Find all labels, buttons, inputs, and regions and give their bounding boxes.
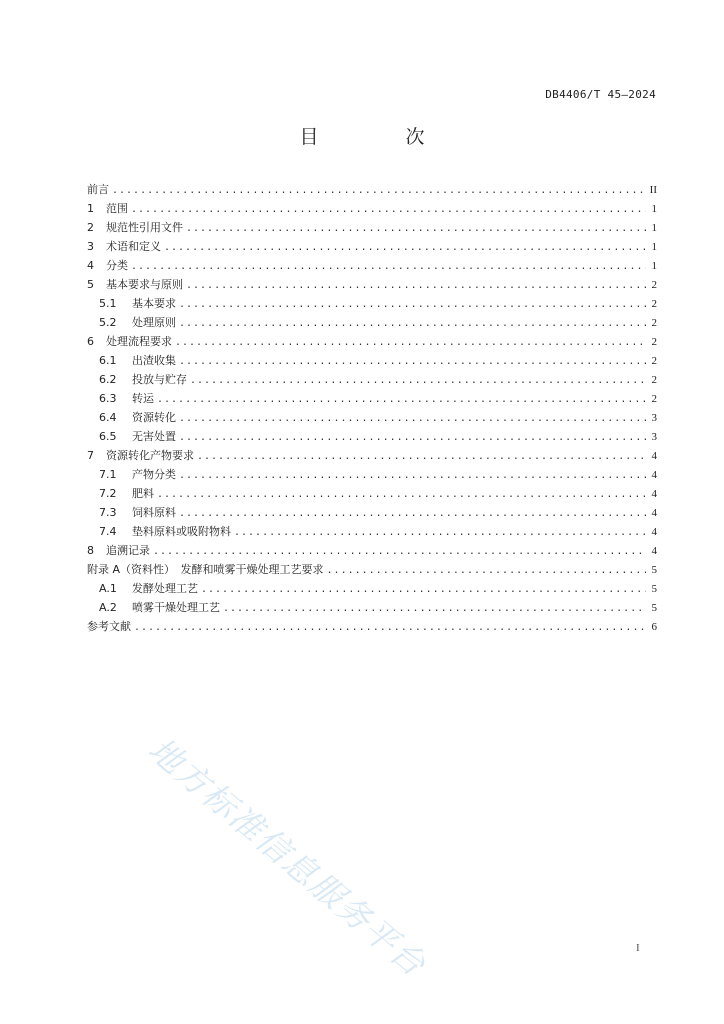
toc-entry-page: 4 xyxy=(651,545,657,557)
toc-entry-label: 规范性引用文件 xyxy=(106,221,183,234)
dot-leader xyxy=(164,238,646,257)
toc-entry-page: 2 xyxy=(651,279,657,291)
toc-entry-page: 5 xyxy=(651,602,657,614)
toc-entry[interactable] xyxy=(87,484,657,503)
dot-leader xyxy=(234,523,646,542)
dot-leader xyxy=(201,580,646,599)
toc-entry-label: 产物分类 xyxy=(132,468,176,481)
toc-entry-label: 垫料原料或吸附物料 xyxy=(132,525,231,538)
toc-entry-number: 7.3 xyxy=(99,506,117,519)
toc-entry-page: 1 xyxy=(651,203,657,215)
toc-entry-number: A.1 xyxy=(99,582,117,595)
toc-entry-label: 喷雾干燥处理工艺 xyxy=(132,601,220,614)
toc-entry[interactable] xyxy=(87,522,657,541)
toc-entry[interactable] xyxy=(87,427,657,446)
toc-entry-label: 追溯记录 xyxy=(106,544,150,557)
toc-entry[interactable] xyxy=(87,370,657,389)
toc-entry-number: 5.1 xyxy=(99,297,117,310)
toc-entry-number: 6.3 xyxy=(99,392,117,405)
toc-entry-page: 2 xyxy=(651,336,657,348)
toc-entry[interactable] xyxy=(87,389,657,408)
toc-entry-number: 6.2 xyxy=(99,373,117,386)
dot-leader xyxy=(153,542,646,561)
toc-entry-label: 基本要求 xyxy=(132,297,176,310)
dot-leader xyxy=(134,618,646,637)
dot-leader xyxy=(179,504,646,523)
page-number: I xyxy=(636,942,640,954)
toc-entry-number: 7.2 xyxy=(99,487,117,500)
toc-entry-number: 7.1 xyxy=(99,468,117,481)
toc-entry-page: 3 xyxy=(651,431,657,443)
toc-entry[interactable] xyxy=(87,180,657,199)
dot-leader xyxy=(179,352,646,371)
table-of-contents xyxy=(87,180,657,636)
toc-entry[interactable] xyxy=(87,256,657,275)
toc-entry[interactable] xyxy=(87,446,657,465)
toc-entry-page: 4 xyxy=(651,469,657,481)
dot-leader xyxy=(157,390,646,409)
toc-entry-page: 4 xyxy=(651,526,657,538)
dot-leader xyxy=(179,295,646,314)
toc-entry-label: 投放与贮存 xyxy=(132,373,187,386)
toc-entry-page: 1 xyxy=(651,260,657,272)
dot-leader xyxy=(179,466,646,485)
toc-entry-label: 前言 xyxy=(87,183,109,196)
toc-entry[interactable] xyxy=(87,503,657,522)
toc-entry[interactable] xyxy=(87,237,657,256)
toc-entry-number: 2 xyxy=(87,221,94,234)
toc-entry[interactable] xyxy=(87,579,657,598)
toc-entry[interactable] xyxy=(87,332,657,351)
toc-entry[interactable] xyxy=(87,313,657,332)
toc-entry-number: 6.1 xyxy=(99,354,117,367)
document-code: DB4406/T 45—2024 xyxy=(545,88,656,101)
toc-entry[interactable] xyxy=(87,199,657,218)
toc-entry-page: 2 xyxy=(651,393,657,405)
toc-entry-number: 4 xyxy=(87,259,94,272)
dot-leader xyxy=(186,219,646,238)
toc-entry-page: 2 xyxy=(651,374,657,386)
dot-leader xyxy=(179,314,646,333)
toc-entry-label: 范围 xyxy=(106,202,128,215)
toc-entry-page: 3 xyxy=(651,412,657,424)
toc-entry-number: 7 xyxy=(87,449,94,462)
toc-entry-label: 处理流程要求 xyxy=(106,335,172,348)
toc-entry-label: 无害处置 xyxy=(132,430,176,443)
toc-entry[interactable] xyxy=(87,560,657,579)
dot-leader xyxy=(175,333,646,352)
toc-entry-page: 6 xyxy=(651,621,657,633)
toc-entry-label: 出渣收集 xyxy=(132,354,176,367)
toc-entry-page: 5 xyxy=(651,583,657,595)
toc-entry-label: 附录 A（资料性） 发酵和喷雾干燥处理工艺要求 xyxy=(87,563,324,576)
toc-entry-number: 1 xyxy=(87,202,94,215)
toc-entry[interactable] xyxy=(87,218,657,237)
dot-leader xyxy=(131,200,646,219)
page-title: 目 次 xyxy=(299,126,459,148)
toc-entry[interactable] xyxy=(87,617,657,636)
toc-entry-number: 7.4 xyxy=(99,525,117,538)
toc-entry-page: 2 xyxy=(651,317,657,329)
toc-entry-page: 5 xyxy=(651,564,657,576)
toc-entry[interactable] xyxy=(87,275,657,294)
toc-entry-number: 6.5 xyxy=(99,430,117,443)
toc-entry-page: 2 xyxy=(651,355,657,367)
toc-entry-number: 6.4 xyxy=(99,411,117,424)
toc-entry[interactable] xyxy=(87,541,657,560)
toc-entry-label: 转运 xyxy=(132,392,154,405)
dot-leader xyxy=(157,485,646,504)
dot-leader xyxy=(327,561,646,580)
toc-entry[interactable] xyxy=(87,465,657,484)
toc-entry-number: 8 xyxy=(87,544,94,557)
dot-leader xyxy=(190,371,646,390)
toc-entry-page: 1 xyxy=(651,241,657,253)
dot-leader xyxy=(223,599,646,618)
toc-entry-label: 基本要求与原则 xyxy=(106,278,183,291)
dot-leader xyxy=(131,257,646,276)
toc-entry-label: 肥料 xyxy=(132,487,154,500)
dot-leader xyxy=(179,428,646,447)
toc-entry-number: A.2 xyxy=(99,601,117,614)
toc-entry-label: 饲料原料 xyxy=(132,506,176,519)
toc-entry-number: 6 xyxy=(87,335,94,348)
toc-entry-label: 资源转化 xyxy=(132,411,176,424)
toc-entry-label: 发酵处理工艺 xyxy=(132,582,198,595)
toc-entry-label: 资源转化产物要求 xyxy=(106,449,194,462)
toc-entry-page: 4 xyxy=(651,488,657,500)
toc-entry-label: 处理原则 xyxy=(132,316,176,329)
toc-entry-label: 参考文献 xyxy=(87,620,131,633)
toc-entry-page: 2 xyxy=(651,298,657,310)
toc-entry-page: 1 xyxy=(651,222,657,234)
dot-leader xyxy=(197,447,646,466)
toc-entry[interactable] xyxy=(87,408,657,427)
toc-entry-page: 4 xyxy=(651,507,657,519)
toc-entry-number: 5.2 xyxy=(99,316,117,329)
toc-entry[interactable] xyxy=(87,351,657,370)
toc-entry-number: 3 xyxy=(87,240,94,253)
dot-leader xyxy=(179,409,646,428)
watermark-text: 地方标准信息服务平台 xyxy=(141,729,435,985)
toc-entry-label: 术语和定义 xyxy=(106,240,161,253)
toc-entry[interactable] xyxy=(87,294,657,313)
toc-entry[interactable] xyxy=(87,598,657,617)
toc-entry-page: II xyxy=(649,184,657,196)
dot-leader xyxy=(186,276,646,295)
dot-leader xyxy=(112,181,646,200)
toc-entry-label: 分类 xyxy=(106,259,128,272)
toc-entry-number: 5 xyxy=(87,278,94,291)
toc-entry-page: 4 xyxy=(651,450,657,462)
